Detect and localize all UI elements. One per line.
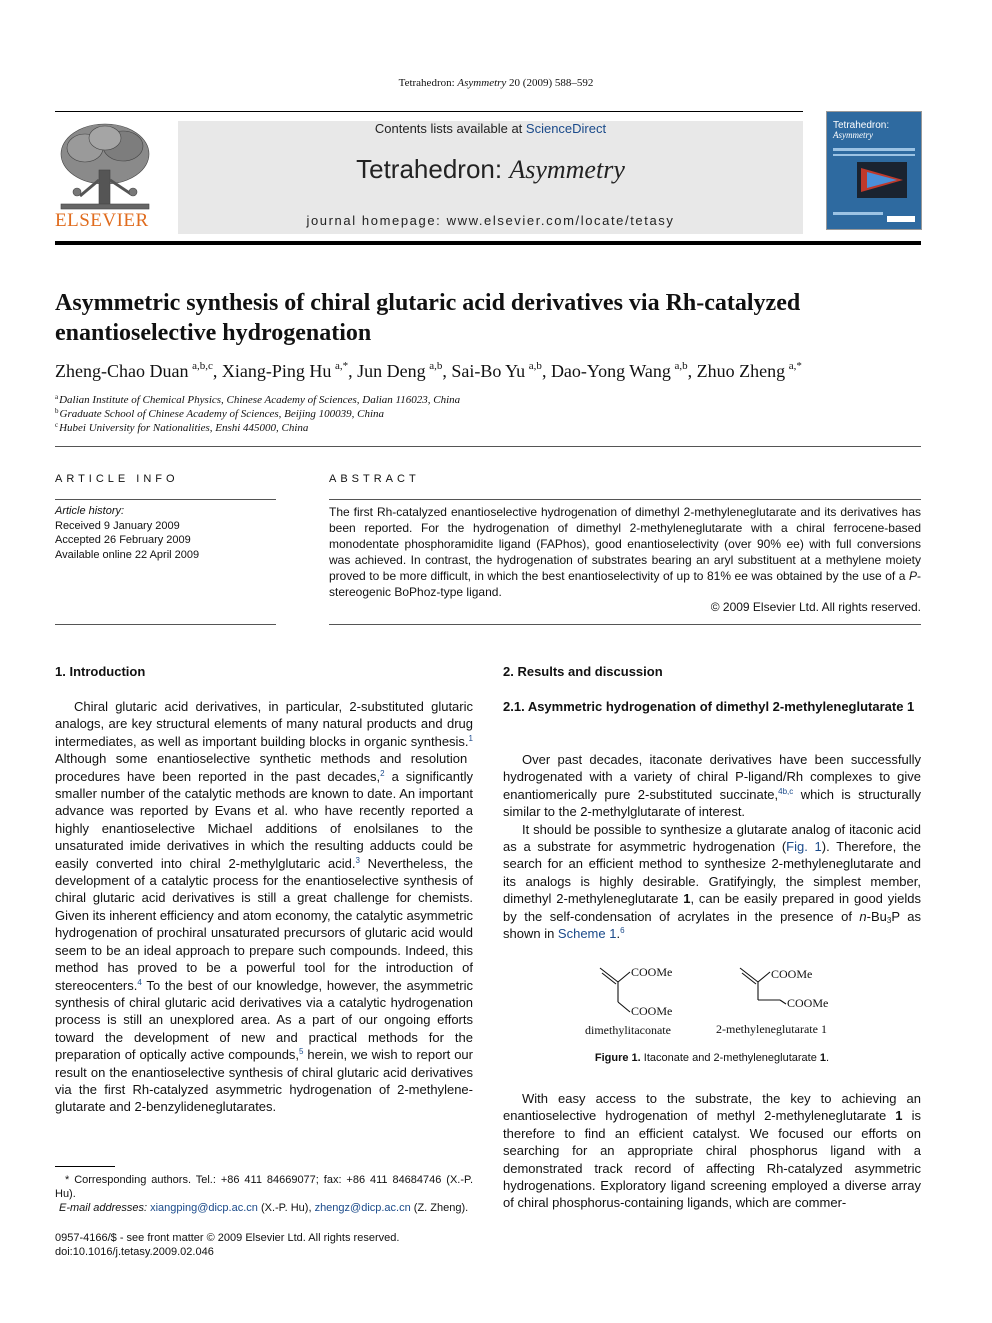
abstract-copyright: © 2009 Elsevier Ltd. All rights reserved. — [710, 600, 921, 614]
masthead-rule — [55, 241, 921, 245]
ref-link[interactable]: 1 — [468, 733, 473, 743]
affiliation: $^a$Dalian Institute of Chemical Physics, Chinese Academy of Sciences, Dalian 116023, China — [55, 393, 461, 406]
chem-group: COOMe — [787, 996, 829, 1010]
header-rule — [55, 111, 803, 112]
compound-label: 2-methyleneglutarate 1 — [716, 1022, 827, 1036]
journal-homepage: journal homepage: www.elsevier.com/locate/tetasy — [306, 213, 675, 228]
affiliation: $^b$Graduate School of Chinese Academy of Sciences, Beijing 100039, China — [55, 407, 385, 420]
footnote-rule — [55, 1166, 115, 1167]
ref-link[interactable]: 6 — [620, 926, 625, 936]
elsevier-wordmark: ELSEVIER — [55, 210, 149, 231]
cover-artwork — [827, 112, 921, 229]
running-head: Tetrahedron: Asymmetry 20 (2009) 588–592 — [398, 77, 594, 89]
author: Zhuo Zheng $^{a,*}$ — [696, 360, 802, 381]
email-link[interactable]: xiangping@dicp.ac.cn — [150, 1202, 258, 1214]
article-history: Article history: Received 9 January 2009 Accepted 26 February 2009 Available online 22 April 2009 — [55, 505, 200, 561]
abstract-rule — [329, 499, 921, 500]
author: Jun Deng $^{a,b}$, — [357, 360, 452, 381]
author: Xiang-Ping Hu $^{a,*}$, — [221, 360, 358, 381]
author: Sai-Bo Yu $^{a,b}$, — [451, 360, 551, 381]
article-info-bottom-rule — [55, 624, 276, 625]
author: Zheng-Chao Duan $^{a,b,c}$, — [55, 360, 222, 381]
corresponding-author-note: * Corresponding authors. Tel.: +86 411 84669077; fax: +86 411 84684746 (X.-P. Hu). E-mail addresses: xiangping@dicp.ac.cn (X.-P. Hu), zhengz@dicp.ac.cn (Z. Zheng). — [55, 1174, 473, 1214]
homepage-url[interactable]: www.elsevier.com/locate/tetasy — [446, 213, 675, 228]
scheme-link[interactable]: Scheme 1 — [557, 926, 617, 942]
figure-link[interactable]: Fig. 1 — [786, 839, 822, 855]
contents-line: Contents lists available at ScienceDirect — [374, 121, 607, 136]
front-matter: 0957-4166/$ - see front matter © 2009 Elsevier Ltd. All rights reserved. doi:10.1016/j.tetasy.2009.02.046 — [55, 1231, 555, 1259]
results-paragraphs: Over past decades, itaconate derivatives have been successfully hydrogenated with a variety of chiral P-ligand/Rh complexes to give enantiomerically pure 2-substituted succinate,$^{4b,c}$ which is structurally similar to the 2-methylglutarate of interest. It should be possible to synthesize a glutarate analog of itaconic acid as a substrate for asymmetric hydrogenation (Fig. 1). Therefore, the search for an efficient method to synthesize 2-methyleneglutarate and its analogs is highly desirable. Gratifyingly, the simplest member, dimethyl 2-methyleneglutarate 1, can be easily prepared in good yields by the self-condensation of acrylates in the presence of $n-Bu_3P$ as shown in Scheme 1.$^6$ — [503, 752, 922, 942]
doi[interactable]: doi:10.1016/j.tetasy.2009.02.046 — [55, 1246, 214, 1258]
article-title: Asymmetric synthesis of chiral glutaric acid derivatives via Rh-catalyzed enantioselective hydrogenation — [55, 290, 801, 346]
article-info-rule — [55, 499, 276, 500]
chem-group: COOMe — [631, 1004, 673, 1018]
intro-paragraph: Chiral glutaric acid derivatives, in particular, 2-substituted glutaric analogs, are key structural elements of many natural products and drug intermediates, as well as important building blocks in organic synthesis.$^1$ Although some enantioselective synthetic methods and resolution procedures have been reported in the past decades,$^2$ a significantly smaller number of the catalytic methods are known to date. An important advance was reported by Evans et al. who have recently reported a highly enantioselective Michael additions of enolsilanes to the unsaturated imide derivatives in which the resulting adducts could be easily converted into chiral 2-methylglutaric acid.$^3$ Nevertheless, the development of a catalytic process for the enantioselective synthesis of chiral glutaric acid derivatives is still a great challenge for chemists. Given its inherent efficiency and atom economy, the catalytic asymmetric hydrogenation of prochiral unsaturated precursors of glutaric acid would seem to be an ideal approach to prepare such compounds. Indeed, this method has proved to be a powerful tool for the introduction of stereocenters.$^4$ To the best of our knowledge, however, the asymmetric synthesis of chiral glutaric acid derivatives via a catalytic hydrogenation process is still an unexplored area. As a part of our ongoing efforts toward the development of new and practical methods for the preparation of optically active compounds,$^5$ herein, we wish to report our result on the enantioselective synthesis of chiral glutaric acid derivatives via the first Rh-catalyzed asymmetric hydrogenation of 2-methylene-glutarate and 2-benzylideneglutarates. — [55, 699, 473, 1115]
journal-cover-thumbnail: Tetrahedron: Asymmetry — [826, 111, 922, 230]
results-subheading: 2.1. Asymmetric hydrogenation of dimethyl 2-methyleneglutarate 1 — [503, 699, 915, 714]
email-link[interactable]: zhengz@dicp.ac.cn — [314, 1202, 411, 1214]
author: Dao-Yong Wang $^{a,b}$, — [550, 360, 697, 381]
article-info-heading: ARTICLE INFO — [55, 473, 179, 485]
affiliation: $^c$Hubei University for Nationalities, Enshi 445000, China — [55, 421, 309, 434]
sciencedirect-link[interactable]: ScienceDirect — [525, 121, 607, 136]
compound-label: dimethylitaconate — [585, 1023, 671, 1037]
author-list — [55, 360, 935, 382]
affiliation-rule — [55, 446, 921, 447]
journal-title: Tetrahedron: Asymmetry — [356, 154, 625, 184]
abstract-bottom-rule — [329, 624, 921, 625]
abstract-heading: ABSTRACT — [329, 473, 420, 485]
ref-link[interactable]: 4b,c — [778, 786, 794, 796]
elsevier-tree-logo — [55, 120, 155, 212]
ref-link[interactable]: 4 — [137, 977, 142, 987]
figure1-caption: Figure 1. Itaconate and 2-methyleneglutarate 1. — [594, 1052, 830, 1064]
ref-link[interactable]: 3 — [355, 855, 360, 865]
chem-group: COOMe — [631, 965, 673, 979]
intro-heading: 1. Introduction — [55, 664, 146, 679]
ref-link[interactable]: 5 — [299, 1047, 304, 1057]
abstract-body: The first Rh-catalyzed enantioselective hydrogenation of dimethyl 2-methyleneglutarate and its derivatives has been reported. For the hydrogenation of dimethyl 2-methyleneglutarate with a chiral ferrocene-based monodentate phosphoramidite ligand (FAPhos), good enantioselectivity (over 90% ee) with full conversions was achieved. In contrast, the hydrogenation of substrates bearing an aryl substituent at a methylene moiety proved to be more difficult, in which the best enantioselectivity of up to 81% ee was obtained by the use of a P-stereogenic BoPhoz-type ligand. — [329, 505, 921, 599]
results-heading: 2. Results and discussion — [503, 664, 663, 679]
results-paragraph-3: With easy access to the substrate, the key to achieving an enantioselective hydrogenation of methyl 2-methyleneglutarate 1 is therefore to find an efficient catalyst. We focused our efforts on searching for an appropriate chiral phosphorus ligand with a demonstrated track record of affecting Rh-catalyzed asymmetric hydrogenations. Exploratory ligand screening employed a diverse array of chiral phosphorus-containing ligands, which are commer- — [503, 1091, 921, 1211]
ref-link[interactable]: 2 — [380, 768, 385, 778]
chem-group: COOMe — [771, 967, 813, 981]
